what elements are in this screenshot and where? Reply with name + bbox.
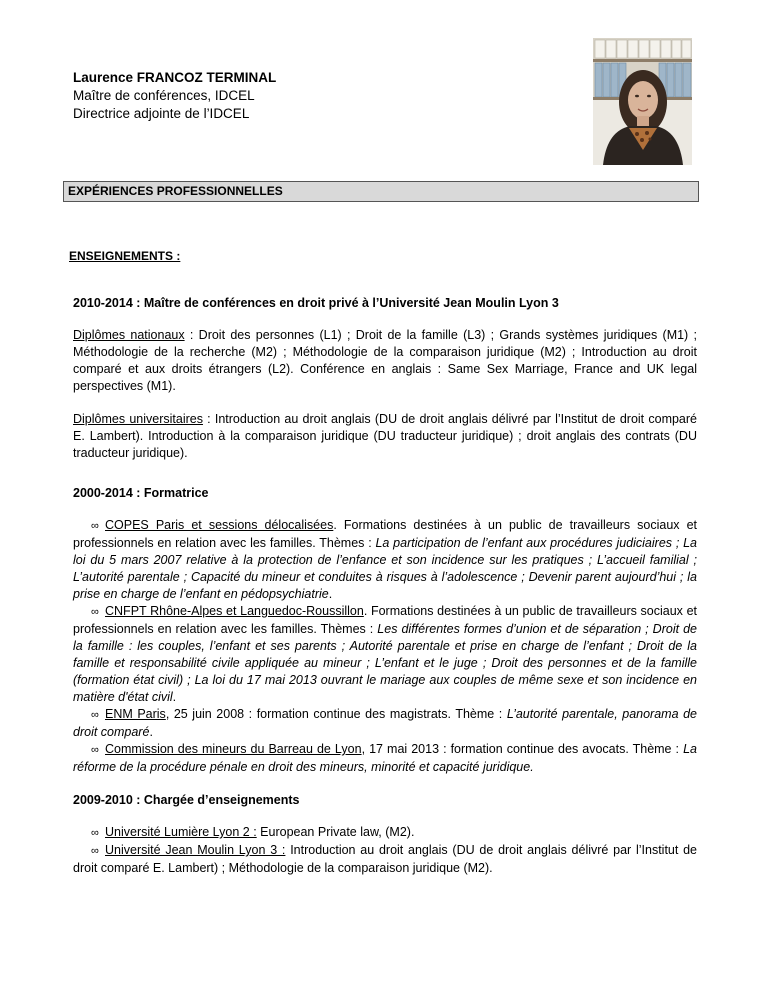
item-text: , 25 juin 2008 : formation continue des magistrats. Thème : xyxy=(165,707,507,721)
portrait-photo xyxy=(593,38,692,165)
paragraph-text: : Droit des personnes (L1) ; Droit de la famille (L3) ; Grands systèmes juridiques (M1) ; Méthodologie de la recherche (M2) ; Méthodologie de la comparaison juridique (M2) ; Introduction au droit comparé et aux droits étrangers (L2). Conférence en anglais : Same Sex Marriage, France and UK legal perspectives (M1). xyxy=(73,328,697,393)
infinity-bullet-icon: ∞ xyxy=(91,744,99,756)
list-item xyxy=(73,603,697,706)
item-label: Université Jean Moulin Lyon 3 : xyxy=(105,843,286,857)
block-2009-2010 xyxy=(73,792,697,877)
paragraph-label: Diplômes nationaux xyxy=(73,328,185,342)
item-text: . Formations destinées à un public de travailleurs sociaux et professionnels en relation avec les familles. Thèmes : xyxy=(73,518,698,550)
block-heading: 2010-2014 : Maître de conférences en droit privé à l’Université Jean Moulin Lyon 3 xyxy=(73,296,559,310)
paragraph-diplomes-universitaires xyxy=(73,411,697,462)
infinity-bullet-icon: ∞ xyxy=(91,827,99,839)
item-themes: La réforme de la procédure pénale en droit des mineurs, minorité et capacité juridique. xyxy=(73,742,697,774)
item-end: . xyxy=(172,690,177,704)
item-themes: La participation de l’enfant aux procédures judiciaires ; La loi du 5 mars 2007 relative à la protection de l’enfance et son incidence sur les pratiques ; L’accueil familial ; L’autorité parentale ; Capacité du mineur et conduites à risques à l’adolescence ; Devenir parent aujourd’hui ; la prise en charge de l’enfant en pédopsychiatrie xyxy=(73,536,697,601)
item-themes: Les différentes formes d’union et de séparation ; Droit de la famille : les couples, l’enfant et ses parents ; Autorité parentale et prise en charge de l’enfant ; Droit de la famille et responsabilité civile appliquée au mineur ; L’enfant et le juge ; Droit des personnes et de la famille (formation état civil) ; La loi du 17 mai 2013 ouvrant le mariage aux couples de même sexe et son incidence en matière d'état civil xyxy=(73,622,697,704)
item-label: CNFPT Rhône-Alpes et Languedoc-Roussillon xyxy=(105,604,364,618)
list-item xyxy=(73,842,697,877)
item-label: Commission des mineurs du Barreau de Lyon xyxy=(105,742,362,756)
subsection-title: ENSEIGNEMENTS : xyxy=(69,249,181,263)
block-heading: 2000-2014 : Formatrice xyxy=(73,486,209,500)
header-block xyxy=(73,69,276,123)
paragraph-label: Diplômes universitaires xyxy=(73,412,203,426)
item-label: ENM Paris xyxy=(105,707,166,721)
list-item xyxy=(73,741,697,776)
list-item xyxy=(73,706,697,741)
item-label: Université Lumière Lyon 2 : xyxy=(105,825,257,839)
item-end: . xyxy=(328,587,333,601)
item-text: , 17 mai 2013 : formation continue des avocats. Thème : xyxy=(361,742,684,756)
paragraph-text: : Introduction au droit anglais (DU de droit anglais délivré par l’Institut de droit comparé E. Lambert). Introduction à la comparaison juridique (DU traducteur juridique) ; droit anglais des contrats (DU traducteur juridique). xyxy=(73,412,698,460)
item-text: European Private law, (M2). xyxy=(256,825,415,839)
block-heading: 2009-2010 : Chargée d’enseignements xyxy=(73,793,300,807)
item-text: Introduction au droit anglais (DU de droit anglais délivré par l’Institut de droit comparé E. Lambert) ; Méthodologie de la comparaison juridique (M2). xyxy=(73,843,698,875)
paragraph-diplomes-nationaux xyxy=(73,327,697,395)
block-2000-2014 xyxy=(73,485,697,776)
list-item xyxy=(73,517,697,603)
item-themes: L’autorité parentale, panorama de droit comparé xyxy=(73,707,697,739)
section-title-box: EXPÉRIENCES PROFESSIONNELLES xyxy=(63,181,699,202)
item-label: COPES Paris et sessions délocalisées xyxy=(105,518,334,532)
person-name: Laurence FRANCOZ TERMINAL xyxy=(73,70,277,85)
infinity-bullet-icon: ∞ xyxy=(91,845,99,857)
infinity-bullet-icon: ∞ xyxy=(91,709,99,721)
item-end: . xyxy=(149,725,153,739)
infinity-bullet-icon: ∞ xyxy=(91,606,99,618)
job-title-secondary: Directrice adjointe de l’IDCEL xyxy=(73,106,250,121)
portrait-image xyxy=(593,38,692,165)
list-item xyxy=(73,824,697,842)
infinity-bullet-icon: ∞ xyxy=(91,520,99,532)
job-title: Maître de conférences, IDCEL xyxy=(73,88,255,103)
block-2010-2014 xyxy=(73,295,697,462)
item-text: . Formations destinées à un public de travailleurs sociaux et professionnels en relation avec les familles. Thèmes : xyxy=(73,604,697,636)
